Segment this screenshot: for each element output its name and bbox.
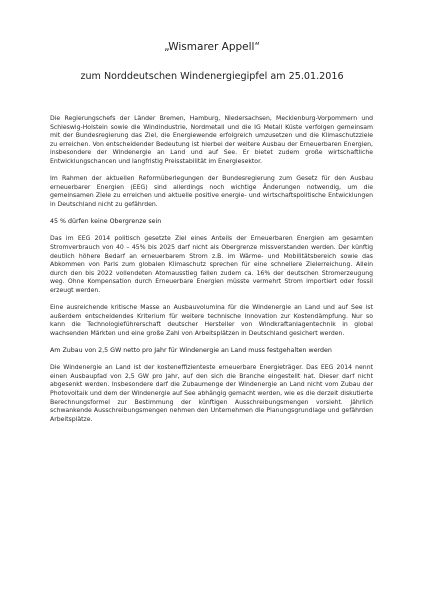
section-heading: Am Zubau von 2,5 GW netto pro Jahr für Windenergie an Land muss festgehalten werden <box>50 347 332 355</box>
paragraph: Die Windenergie an Land ist der kosteneffizienteste erneuerbare Energieträger. Das EEG 2014 nennt einen Ausbaupfad von 2,5 GW pro Jahr, auf den sich die Branche eingestellt hat. Dieser darf nicht abgesenkt werden. Insbesondere darf die Zubaumenge der Windenergie an Land nicht vom Zubau der Photovoltaik und dem der Windenergie auf See abhängig gemacht werden, wie es die derzeit diskutierte Berechnungsformel zur Bestimmung der künftigen Ausschreibungsmengen vorsieht. Jährlich schwankende Ausschreibungsmengen nehmen den Unternehmen die Planungsgrundlage und gefährden Arbeitsplätze. <box>50 364 373 423</box>
document-body <box>50 115 373 433</box>
document-subtitle: zum Norddeutschen Windenergiegipfel am 25.01.2016 <box>80 71 344 82</box>
paragraph: Eine ausreichende kritische Masse an Ausbauvolumina für die Windenergie an Land und auf See ist außerdem entscheidendes Kriterium für weitere technische Innovation zur Kostendämpfung. Nur so kann die Technologieführerschaft deutscher Hersteller von Windkraftanlagentechnik in global wachsenden Märkten und eine große Zahl von Arbeitsplätzen in Deutschland gesichert werden. <box>50 304 373 337</box>
paragraph: Die Regierungschefs der Länder Bremen, Hamburg, Niedersachsen, Mecklenburg-Vorpommern und Schleswig-Holstein sowie die Windindustrie, Nordmetall und die IG Metall Küste verfolgen gemeinsam mit der Bundesregierung das Ziel, die Energiewende erfolgreich umzusetzen und die Klimaschutzziele zu erreichen. Von entscheidender Bedeutung ist hierbei der weitere Ausbau der Erneuerbaren Energien, insbesondere der Windenergie an Land und auf See. Er bietet zudem große wirtschaftliche Entwicklungschancen und langfristig Preisstabilität im Energiesektor. <box>50 115 373 165</box>
section-heading: 45 % dürfen keine Obergrenze sein <box>50 218 162 226</box>
paragraph: Das im EEG 2014 politisch gesetzte Ziel eines Anteils der Erneuerbaren Energien am gesamten Stromverbrauch von 40 – 45% bis 2025 darf nicht als Obergrenze missverstanden werden. Der künftig deutlich höhere Bedarf an erneuerbarem Strom z.B. im Wärme- und Mobilitätsbereich sowie das Abkommen von Paris zum globalen Klimaschutz sprechen für eine schnellere Zielerreichung. Allein durch den bis 2022 vollendeten Atomausstieg fallen zudem ca. 16% der deutschen Stromerzeugung weg. Ohne Kompensation durch Erneuerbare Energien müsste vermehrt Strom importiert oder fossil erzeugt werden. <box>50 235 373 294</box>
paragraph: Im Rahmen der aktuellen Reformüberlegungen der Bundesregierung zum Gesetz für den Ausbau erneuerbarer Energien (EEG) sind allerdings noch wichtige Änderungen notwendig, um die gemeinsamen Ziele zu erreichen und aktuelle positive energie- und wirtschaftspolitische Entwicklungen in Deutschland nicht zu gefährden. <box>50 175 373 208</box>
document-title: „Wismarer Appell“ <box>164 41 260 53</box>
